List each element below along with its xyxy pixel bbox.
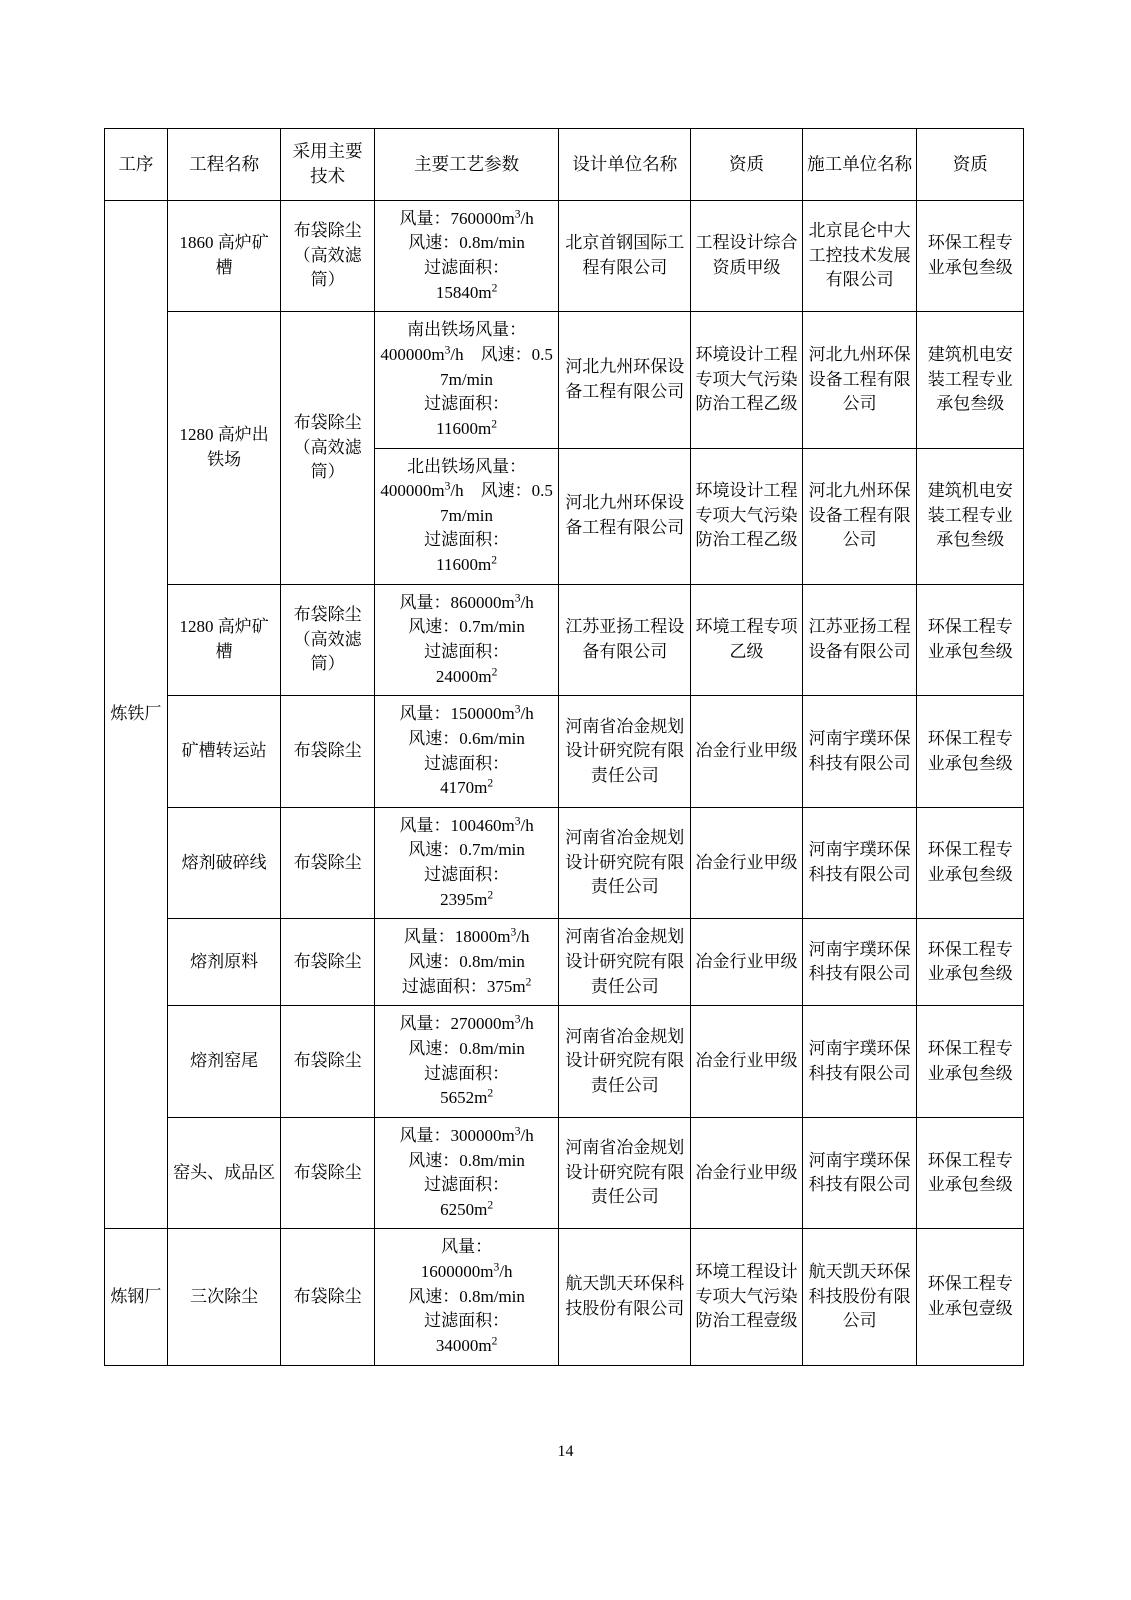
- param-line: $1600000m^3/h$: [420, 1260, 513, 1282]
- design-unit-cell: 河南省冶金规划设计研究院有限责任公司: [559, 1006, 691, 1118]
- column-header-build-unit: 施工单位名称: [802, 129, 917, 201]
- column-header-parameters: 主要工艺参数: [374, 129, 559, 201]
- design-qualification-cell: 冶金行业甲级: [691, 919, 803, 1006]
- table-row: [105, 807, 1024, 919]
- design-unit-cell: 河南省冶金规划设计研究院有限责任公司: [559, 807, 691, 919]
- param-line: 北出铁场风量：: [407, 456, 527, 476]
- param-line: 风量：$860000m^3/h$: [399, 591, 534, 612]
- param-line: 过滤面积：: [424, 1063, 510, 1083]
- param-line: 风速：0.6m/min: [408, 728, 525, 748]
- parameters-cell: [374, 919, 559, 1006]
- table-header: [105, 129, 1024, 201]
- build-unit-cell: 河南宇璞环保科技有限公司: [802, 919, 917, 1006]
- build-qualification-cell: 环保工程专业承包叁级: [917, 200, 1024, 312]
- build-unit-cell: 河北九州环保设备工程有限公司: [802, 312, 917, 448]
- column-header-technology: 采用主要技术: [281, 129, 374, 201]
- design-qualification-cell: 环境设计工程专项大气污染防治工程乙级: [691, 448, 803, 584]
- param-line: 过滤面积：: [424, 642, 510, 661]
- param-line: $34000m^2$: [435, 1334, 498, 1356]
- parameters-cell: [374, 312, 559, 448]
- design-unit-cell: 河南省冶金规划设计研究院有限责任公司: [559, 919, 691, 1006]
- project-name-cell: 矿槽转运站: [167, 696, 281, 808]
- build-qualification-cell: 环保工程专业承包叁级: [917, 807, 1024, 919]
- param-line: 风速：0.7m/min: [408, 840, 525, 860]
- param-line: $4170m^2$: [440, 776, 494, 798]
- parameters-cell: [374, 807, 559, 919]
- column-header-process: 工序: [105, 129, 168, 201]
- build-unit-cell: 河南宇璞环保科技有限公司: [802, 696, 917, 808]
- design-qualification-cell: 环境工程专项乙级: [691, 584, 803, 696]
- param-line: $400000m^3/h$ 风速：0.57m/min: [380, 479, 553, 525]
- parameters-cell: [374, 448, 559, 584]
- process-cell-ironworks: 炼铁厂: [105, 200, 168, 1229]
- build-unit-cell: 河北九州环保设备工程有限公司: [802, 448, 917, 584]
- project-name-cell: 1280 高炉出铁场: [167, 312, 281, 584]
- param-line: 风量：$18000m^3/h$: [403, 925, 530, 947]
- param-line: 风量：$100460m^3/h$: [399, 814, 534, 835]
- param-line: 风速：0.8m/min: [408, 1286, 525, 1306]
- table-row: [105, 1229, 1024, 1365]
- parameters-cell: [374, 200, 559, 312]
- param-line: 风速：0.8m/min: [408, 1038, 525, 1058]
- header-row: [105, 129, 1024, 201]
- table-row: [105, 919, 1024, 1006]
- param-line: 风量：$300000m^3/h$: [399, 1124, 534, 1145]
- build-qualification-cell: 建筑机电安装工程专业承包叁级: [917, 312, 1024, 448]
- technology-cell: 布袋除尘: [281, 919, 374, 1006]
- param-line: $15840m^2$: [435, 281, 498, 302]
- design-qualification-cell: 冶金行业甲级: [691, 1006, 803, 1118]
- param-line: $400000m^3/h$ 风速：0.57m/min: [380, 343, 553, 389]
- parameters-cell: [374, 1117, 559, 1229]
- column-header-design-unit: 设计单位名称: [559, 129, 691, 201]
- param-line: 过滤面积：: [424, 530, 510, 550]
- technology-cell: 布袋除尘: [281, 1117, 374, 1229]
- design-unit-cell: 河北九州环保设备工程有限公司: [559, 448, 691, 584]
- param-line: 风量：: [441, 1237, 493, 1257]
- build-qualification-cell: 建筑机电安装工程专业承包叁级: [917, 448, 1024, 584]
- design-unit-cell: 北京首钢国际工程有限公司: [559, 200, 691, 312]
- column-header-project-name: 工程名称: [167, 129, 281, 201]
- table-row: [105, 696, 1024, 808]
- parameters-cell: [374, 1006, 559, 1118]
- technology-cell: 布袋除尘: [281, 1229, 374, 1365]
- param-line: $24000m^2$: [435, 664, 498, 686]
- param-line: 风速：0.7m/min: [408, 617, 525, 637]
- build-qualification-cell: 环保工程专业承包叁级: [917, 919, 1024, 1006]
- design-qualification-cell: 冶金行业甲级: [691, 696, 803, 808]
- param-line: 风速：0.8m/min: [408, 952, 525, 972]
- param-line: 过滤面积：: [424, 865, 510, 885]
- param-line: 过滤面积：: [424, 258, 510, 278]
- process-cell-steelworks: 炼钢厂: [105, 1229, 168, 1365]
- technology-cell: 布袋除尘: [281, 696, 374, 808]
- table-body: [105, 200, 1024, 1365]
- dust-removal-table: [104, 128, 1024, 1366]
- technology-cell: 布袋除尘: [281, 1006, 374, 1118]
- design-unit-cell: 江苏亚扬工程设备有限公司: [559, 584, 691, 696]
- technology-cell: 布袋除尘（高效滤筒）: [281, 584, 374, 696]
- build-unit-cell: 河南宇璞环保科技有限公司: [802, 1117, 917, 1229]
- project-name-cell: 熔剂破碎线: [167, 807, 281, 919]
- design-qualification-cell: 冶金行业甲级: [691, 807, 803, 919]
- table-row: [105, 200, 1024, 312]
- project-name-cell: 熔剂原料: [167, 919, 281, 1006]
- param-line: 风速：0.8m/min: [408, 233, 525, 253]
- project-name-cell: 三次除尘: [167, 1229, 281, 1365]
- technology-cell: 布袋除尘（高效滤筒）: [281, 200, 374, 312]
- table-row: [105, 312, 1024, 448]
- build-unit-cell: 北京昆仑中大工控技术发展有限公司: [802, 200, 917, 312]
- build-qualification-cell: 环保工程专业承包壹级: [917, 1229, 1024, 1365]
- param-line: 过滤面积：: [424, 753, 510, 773]
- build-unit-cell: 河南宇璞环保科技有限公司: [802, 1006, 917, 1118]
- project-name-cell: 1860 高炉矿槽: [167, 200, 281, 312]
- param-line: $11600m^2$: [436, 417, 498, 438]
- build-qualification-cell: 环保工程专业承包叁级: [917, 1006, 1024, 1118]
- project-name-cell: 熔剂窑尾: [167, 1006, 281, 1118]
- build-unit-cell: 河南宇璞环保科技有限公司: [802, 807, 917, 919]
- table-row: [105, 1006, 1024, 1118]
- table-row: [105, 584, 1024, 696]
- technology-cell: 布袋除尘: [281, 807, 374, 919]
- param-line: $5652m^2$: [440, 1086, 494, 1108]
- param-line: 风量：$760000m^3/h$: [399, 207, 534, 228]
- param-line: 过滤面积：: [424, 394, 510, 414]
- param-line: 过滤面积：: [424, 1175, 510, 1195]
- build-unit-cell: 江苏亚扬工程设备有限公司: [802, 584, 917, 696]
- parameters-cell: [374, 1229, 559, 1365]
- build-qualification-cell: 环保工程专业承包叁级: [917, 584, 1024, 696]
- design-qualification-cell: 环境工程设计专项大气污染防治工程壹级: [691, 1229, 803, 1365]
- param-line: 南出铁场风量：: [407, 320, 527, 340]
- build-qualification-cell: 环保工程专业承包叁级: [917, 696, 1024, 808]
- param-line: 过滤面积：: [424, 1311, 510, 1331]
- table-row: [105, 1117, 1024, 1229]
- build-unit-cell: 航天凯天环保科技股份有限公司: [802, 1229, 917, 1365]
- param-line: $6250m^2$: [440, 1198, 494, 1219]
- param-line: $2395m^2$: [440, 888, 494, 909]
- param-line: 过滤面积：$375m^2$: [401, 975, 532, 996]
- param-line: $11600m^2$: [436, 553, 498, 575]
- build-qualification-cell: 环保工程专业承包叁级: [917, 1117, 1024, 1229]
- design-unit-cell: 河南省冶金规划设计研究院有限责任公司: [559, 1117, 691, 1229]
- parameters-cell: [374, 584, 559, 696]
- design-qualification-cell: 工程设计综合资质甲级: [691, 200, 803, 312]
- design-unit-cell: 航天凯天环保科技股份有限公司: [559, 1229, 691, 1365]
- param-line: 风量：$150000m^3/h$: [399, 702, 534, 724]
- design-unit-cell: 河北九州环保设备工程有限公司: [559, 312, 691, 448]
- page-number: 14: [557, 1443, 574, 1460]
- project-name-cell: 窑头、成品区: [167, 1117, 281, 1229]
- technology-cell: 布袋除尘（高效滤筒）: [281, 312, 374, 584]
- design-unit-cell: 河南省冶金规划设计研究院有限责任公司: [559, 696, 691, 808]
- param-line: 风量：$270000m^3/h$: [399, 1012, 534, 1034]
- design-qualification-cell: 冶金行业甲级: [691, 1117, 803, 1229]
- parameters-cell: [374, 696, 559, 808]
- param-line: 风速：0.8m/min: [408, 1150, 525, 1170]
- column-header-design-qualification: 资质: [691, 129, 803, 201]
- column-header-build-qualification: 资质: [917, 129, 1024, 201]
- project-name-cell: 1280 高炉矿槽: [167, 584, 281, 696]
- design-qualification-cell: 环境设计工程专项大气污染防治工程乙级: [691, 312, 803, 448]
